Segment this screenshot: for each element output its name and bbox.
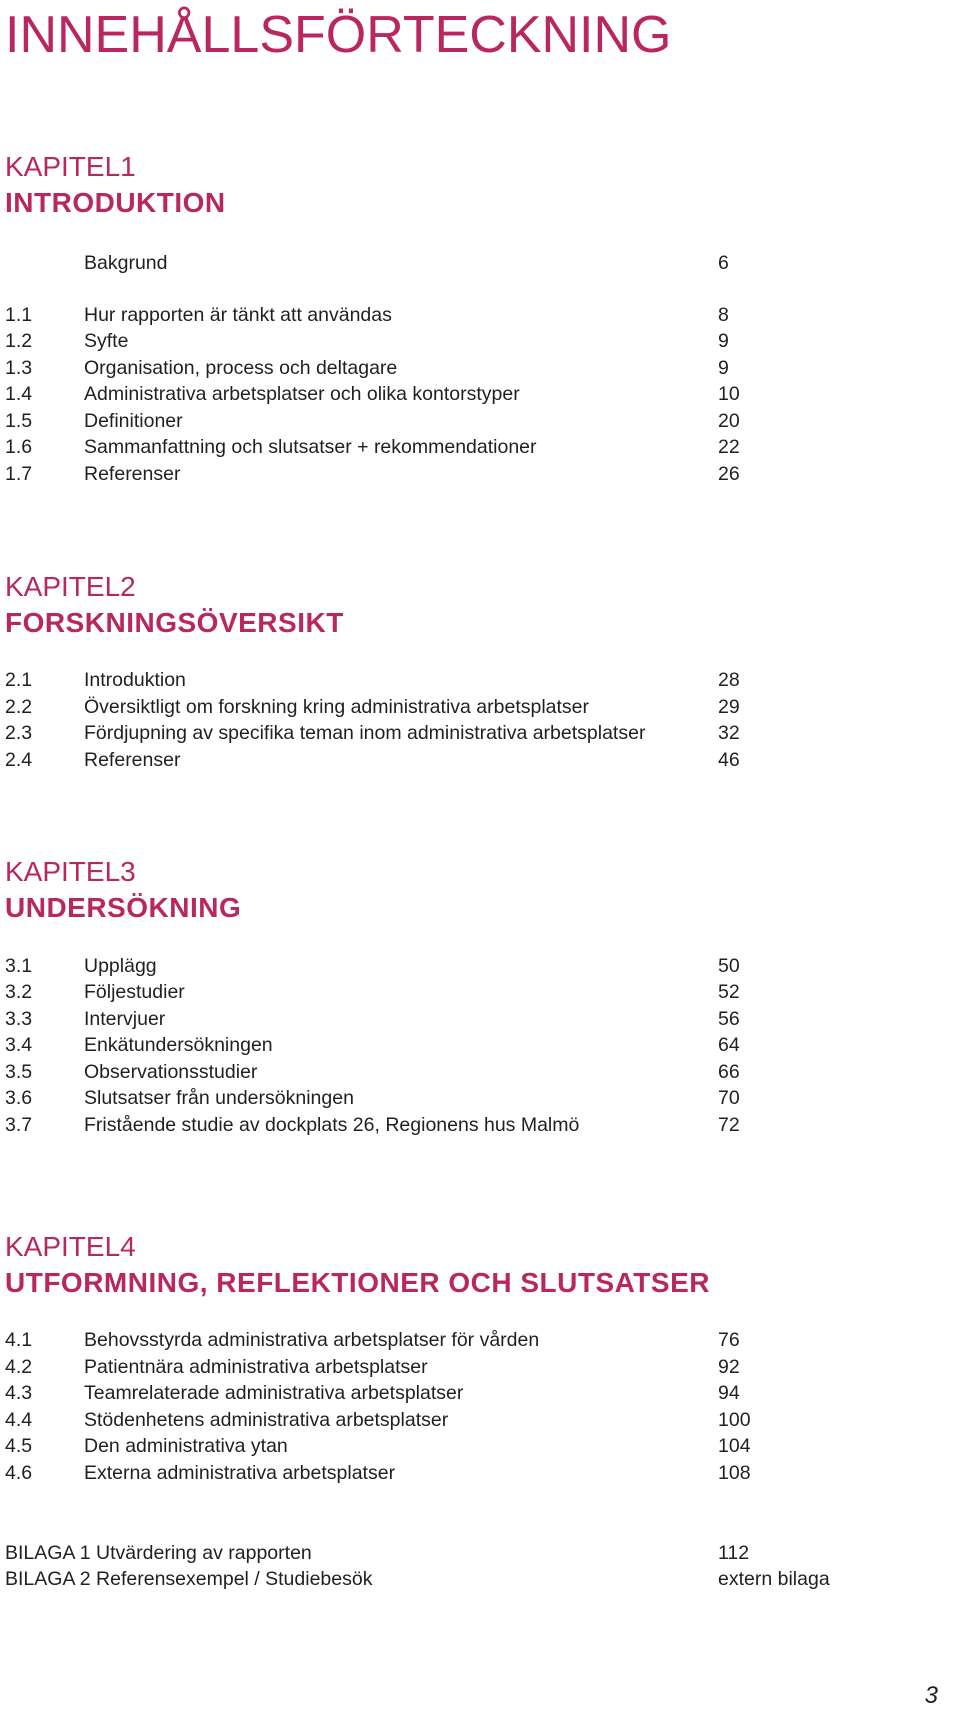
- entry-title: Behovsstyrda administrativa arbetsplatser för vården: [84, 1329, 540, 1351]
- entry-number: 1.5: [5, 410, 33, 432]
- entry-number: 2.3: [5, 722, 33, 744]
- toc-entry[interactable]: [0, 408, 960, 434]
- chapter-name: FORSKNINGSÖVERSIKT: [5, 607, 344, 638]
- entry-number: 3.4: [5, 1034, 33, 1056]
- entry-title: Den administrativa ytan: [84, 1435, 288, 1457]
- entry-page: 108: [718, 1462, 751, 1484]
- toc-entry[interactable]: [0, 1327, 960, 1353]
- entry-number: 3.7: [5, 1114, 33, 1136]
- entry-title: Översiktligt om forskning kring administrativa arbetsplatser: [84, 696, 590, 718]
- entry-title: Definitioner: [84, 410, 183, 432]
- toc-entry[interactable]: [0, 1085, 960, 1111]
- toc-entry[interactable]: [0, 1354, 960, 1380]
- chapter-label: KAPITEL2: [5, 571, 136, 602]
- toc-entry[interactable]: [0, 667, 960, 693]
- toc-entry[interactable]: [0, 1407, 960, 1433]
- entry-page: 94: [718, 1382, 740, 1404]
- entry-page: 20: [718, 410, 740, 432]
- entry-number: 4.3: [5, 1382, 33, 1404]
- entry-number: 4.4: [5, 1409, 33, 1431]
- entry-number: 1.4: [5, 383, 33, 405]
- entry-title: Enkätundersökningen: [84, 1034, 273, 1056]
- toc-entry[interactable]: [0, 250, 960, 276]
- toc-entry[interactable]: [0, 953, 960, 979]
- entry-title: Referenser: [84, 749, 181, 771]
- entry-page: 46: [718, 749, 740, 771]
- page-number: 3: [924, 1682, 938, 1709]
- entry-page: 50: [718, 955, 740, 977]
- entry-title: Organisation, process och deltagare: [84, 357, 398, 379]
- appendix-title: BILAGA 1 Utvärdering av rapporten: [5, 1542, 312, 1564]
- entry-page: 29: [718, 696, 740, 718]
- entry-page: 92: [718, 1356, 740, 1378]
- page-title: INNEHÅLLSFÖRTECKNING: [5, 6, 672, 64]
- entry-number: 1.1: [5, 304, 33, 326]
- appendix-title: BILAGA 2 Referensexempel / Studiebesök: [5, 1568, 373, 1590]
- entry-title: Följestudier: [84, 981, 185, 1003]
- entry-title: Upplägg: [84, 955, 157, 977]
- toc-entry[interactable]: [0, 1433, 960, 1459]
- toc-entry[interactable]: [0, 1460, 960, 1486]
- toc-entry[interactable]: [0, 720, 960, 746]
- entry-title: Externa administrativa arbetsplatser: [84, 1462, 396, 1484]
- entry-number: 4.6: [5, 1462, 33, 1484]
- entry-number: 2.1: [5, 669, 33, 691]
- appendix-page: 112: [718, 1542, 750, 1564]
- toc-entry[interactable]: [0, 355, 960, 381]
- toc-entry[interactable]: [0, 302, 960, 328]
- toc-entry[interactable]: [0, 1006, 960, 1032]
- entry-number: 3.3: [5, 1008, 33, 1030]
- entry-title: Referenser: [84, 463, 181, 485]
- entry-page: 32: [718, 722, 740, 744]
- entry-page: 9: [718, 330, 729, 352]
- entry-number: 3.2: [5, 981, 33, 1003]
- entry-page: 100: [718, 1409, 751, 1431]
- appendix-page: extern bilaga: [718, 1568, 830, 1590]
- entry-page: 76: [718, 1329, 740, 1351]
- entry-title: Intervjuer: [84, 1008, 166, 1030]
- entry-number: 3.1: [5, 955, 33, 977]
- chapter-label: KAPITEL3: [5, 856, 136, 887]
- entry-number: 4.1: [5, 1329, 33, 1351]
- toc-entry[interactable]: [0, 1032, 960, 1058]
- entry-number: 1.2: [5, 330, 33, 352]
- chapter-label: KAPITEL4: [5, 1231, 136, 1262]
- toc-entry[interactable]: [0, 434, 960, 460]
- entry-number: 2.2: [5, 696, 33, 718]
- entry-page: 10: [718, 383, 740, 405]
- entry-title: Introduktion: [84, 669, 186, 691]
- entry-number: 1.7: [5, 463, 33, 485]
- entry-title: Syfte: [84, 330, 129, 352]
- entry-page: 104: [718, 1435, 751, 1457]
- entry-title: Fördjupning av specifika teman inom administrativa arbetsplatser: [84, 722, 646, 744]
- entry-number: 1.3: [5, 357, 33, 379]
- chapter-label: KAPITEL1: [5, 151, 136, 182]
- entry-title: Patientnära administrativa arbetsplatser: [84, 1356, 428, 1378]
- entry-page: 9: [718, 357, 729, 379]
- entry-title: Teamrelaterade administrativa arbetsplatser: [84, 1382, 464, 1404]
- entry-page: 70: [718, 1087, 740, 1109]
- entry-title: Slutsatser från undersökningen: [84, 1087, 354, 1109]
- entry-number: 1.6: [5, 436, 33, 458]
- entry-page: 52: [718, 981, 740, 1003]
- entry-title: Bakgrund: [84, 252, 168, 274]
- entry-page: 22: [718, 436, 740, 458]
- toc-entry[interactable]: [0, 979, 960, 1005]
- appendix-entry[interactable]: [0, 1540, 960, 1566]
- entry-page: 64: [718, 1034, 740, 1056]
- entry-title: Hur rapporten är tänkt att användas: [84, 304, 392, 326]
- toc-entry[interactable]: [0, 1059, 960, 1085]
- toc-entry[interactable]: [0, 381, 960, 407]
- toc-entry[interactable]: [0, 1380, 960, 1406]
- entry-page: 6: [718, 252, 729, 274]
- entry-number: 4.5: [5, 1435, 33, 1457]
- entry-title: Administrativa arbetsplatser och olika kontorstyper: [84, 383, 520, 405]
- entry-title: Fristående studie av dockplats 26, Regionens hus Malmö: [84, 1114, 580, 1136]
- chapter-name: INTRODUKTION: [5, 187, 226, 218]
- entry-number: 2.4: [5, 749, 33, 771]
- entry-page: 72: [718, 1114, 740, 1136]
- appendix-entry[interactable]: [0, 1566, 960, 1592]
- entry-number: 3.6: [5, 1087, 33, 1109]
- chapter-name: UTFORMNING, REFLEKTIONER OCH SLUTSATSER: [5, 1267, 710, 1298]
- entry-number: 3.5: [5, 1061, 33, 1083]
- toc-entry[interactable]: [0, 747, 960, 773]
- entry-page: 8: [718, 304, 729, 326]
- entry-title: Observationsstudier: [84, 1061, 258, 1083]
- entry-page: 26: [718, 463, 740, 485]
- chapter-name: UNDERSÖKNING: [5, 892, 242, 923]
- toc-entry[interactable]: [0, 328, 960, 354]
- entry-title: Stödenhetens administrativa arbetsplatser: [84, 1409, 449, 1431]
- toc-entry[interactable]: [0, 461, 960, 487]
- entry-title: Sammanfattning och slutsatser + rekommendationer: [84, 436, 537, 458]
- entry-page: 28: [718, 669, 740, 691]
- entry-page: 66: [718, 1061, 740, 1083]
- toc-entry[interactable]: [0, 1112, 960, 1138]
- entry-number: 4.2: [5, 1356, 33, 1378]
- entry-page: 56: [718, 1008, 740, 1030]
- toc-entry[interactable]: [0, 694, 960, 720]
